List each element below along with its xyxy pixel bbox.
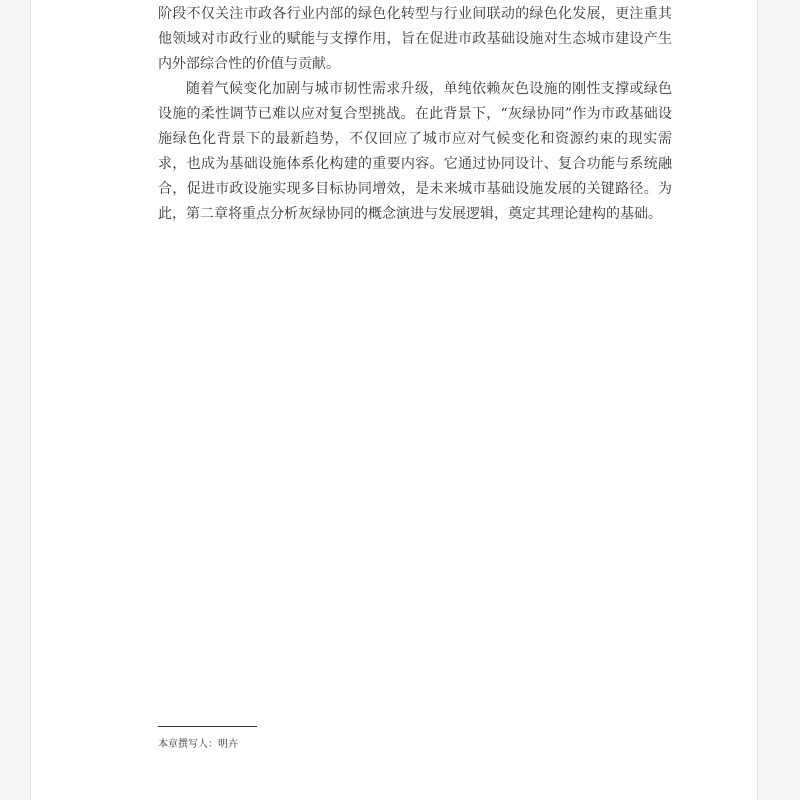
footnote-divider: [158, 726, 257, 727]
footnote-author: 本章撰写人：明卉: [158, 739, 238, 750]
paragraph-grey-green-synergy: 随着气候变化加剧与城市韧性需求升级，单纯依赖灰色设施的刚性支撑或绿色设施的柔性调节已难以应对复合型挑战。在此背景下，“灰绿协同”作为市政基础设施绿色化背景下的最新趋势，不仅回应了城市应对气候变化和资源约束的现实需求，也成为基础设施体系化构建的重要内容。它通过协同设计、复合功能与系统融合，促进市政设施实现多目标协同增效，是未来城市基础设施发展的关键路径。为此，第二章将重点分析灰绿协同的概念演进与发展逻辑，奠定其理论建构的基础。: [158, 81, 672, 222]
document-page: [30, 0, 758, 800]
paragraph-continued: 阶段不仅关注市政各行业内部的绿色化转型与行业间联动的绿色化发展，更注重其他领域对市政行业的赋能与支撑作用，旨在促进市政基础设施对生态城市建设产生内外部综合性的价值与贡献。: [158, 6, 672, 72]
body-text: [158, 2, 672, 227]
